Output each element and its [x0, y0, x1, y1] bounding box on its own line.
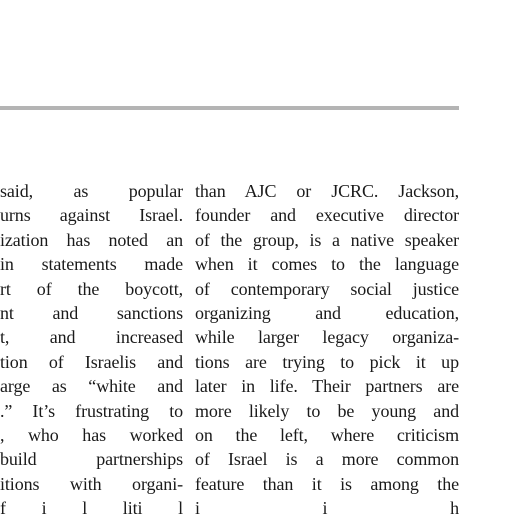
text-line: of the group, is a native speaker — [195, 229, 459, 250]
text-line: tions are trying to pick it up — [195, 351, 459, 372]
text-line: itions with organi- — [0, 473, 183, 494]
text-line: arge as “white and — [0, 376, 183, 397]
horizontal-divider-rule — [0, 106, 459, 110]
text-line: tion of Israelis and — [0, 351, 183, 372]
text-line: said, as popular — [0, 181, 183, 201]
text-line: ization has noted an — [0, 229, 183, 250]
text-line: while larger legacy organiza- — [195, 327, 459, 348]
text-line: feature than it is among the — [195, 473, 459, 494]
text-line: founder and executive director — [195, 205, 459, 226]
right-text-column — [195, 179, 459, 521]
text-line: rt of the boycott, — [0, 278, 183, 299]
text-line: , who has worked — [0, 425, 183, 446]
text-line: later in life. Their partners are — [195, 376, 459, 397]
text-line: organizing and education, — [195, 303, 459, 324]
left-text-column — [0, 179, 183, 521]
text-line: more likely to be young and — [195, 400, 459, 421]
text-line: .” It’s frustrating to — [0, 400, 183, 421]
text-line: in statements made — [0, 254, 183, 275]
text-line: t, and increased — [0, 327, 183, 348]
text-line: on the left, where criticism — [195, 425, 459, 446]
text-line: of contemporary social justice — [195, 278, 459, 299]
text-line: when it comes to the language — [195, 254, 459, 275]
text-line: urns against Israel. — [0, 205, 183, 226]
text-line: f i l liti l — [0, 498, 183, 519]
text-line: than AJC or JCRC. Jackson, — [195, 181, 459, 201]
text-line: build partnerships — [0, 449, 183, 470]
text-line: nt and sanctions — [0, 303, 183, 324]
text-line: of Israel is a more common — [195, 449, 459, 470]
text-line: i i h — [195, 498, 459, 519]
